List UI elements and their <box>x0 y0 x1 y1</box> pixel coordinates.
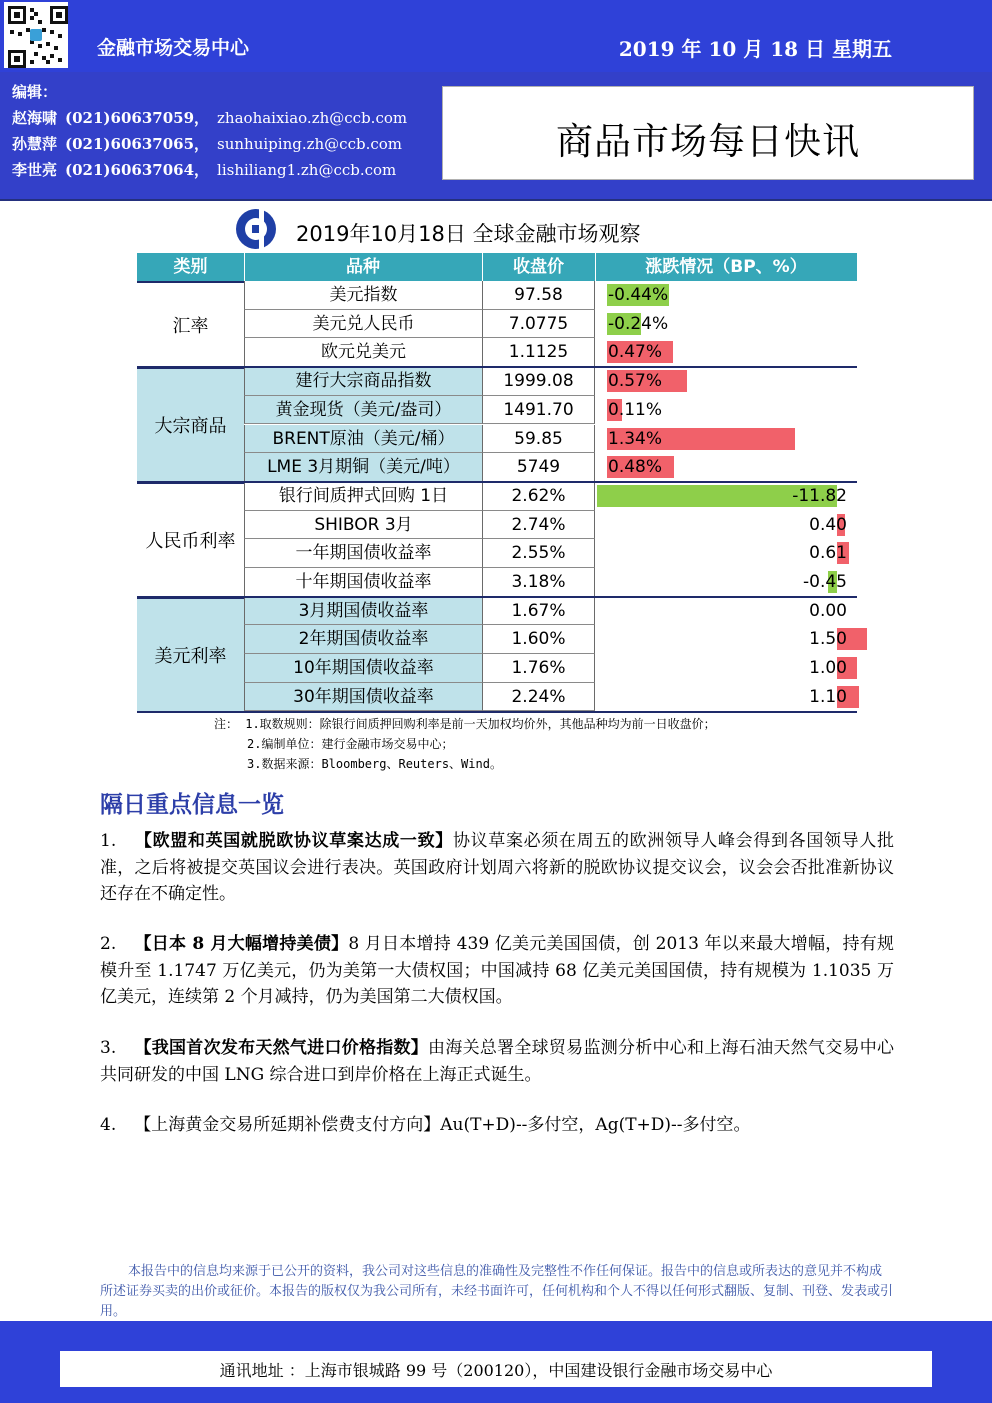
footer-box <box>60 1351 932 1387</box>
change-cell <box>595 654 857 683</box>
disclaimer: 本报告中的信息均来源于已公开的资料，我公司对这些信息的准确性及完整性不作任何保证。报告中的信息或所表达的意见并不构成所述证券买卖的出价或征价。本报告的版权仅为我公司所有，未经书面许可，任何机构和个人不得以任何形式翻版、复制、刊登、发表或引用。 <box>100 1264 894 1319</box>
close-price: 1.1125 <box>482 338 595 367</box>
news-body: 协议草案必须在周五的欧洲领导人峰会得到各国领导人批准，之后将被提交英国议会进行表决。英国政府计划周六将新的脱欧协议提交议会，议会会否批准新协议还存在不确定性。 <box>100 831 895 904</box>
change-cell <box>595 367 857 396</box>
instrument-name: 3月期国债收益率 <box>244 597 482 626</box>
group-divider <box>137 481 857 483</box>
category-cell: 美元利率 <box>137 597 244 712</box>
news-number: 1. <box>100 831 117 851</box>
change-label: -11.82 <box>792 485 847 506</box>
change-label: 0.47% <box>608 342 663 363</box>
editor-name: 李世亮 <box>12 161 58 179</box>
editor-phone: (021)60637065， <box>65 135 210 153</box>
group-divider <box>137 596 857 598</box>
change-label: 0.57% <box>608 371 663 392</box>
news-item <box>100 1112 894 1139</box>
close-price: 1.67% <box>482 597 595 626</box>
editor-phone: (021)60637064， <box>65 161 210 179</box>
change-label: 1.50 <box>809 629 847 650</box>
instrument-name: LME 3月期铜（美元/吨） <box>244 453 482 482</box>
change-cell <box>595 425 857 454</box>
change-cell <box>595 597 857 626</box>
change-label: -0.45 <box>803 572 847 592</box>
news-headline: 【上海黄金交易所延期补偿费支付方向】 <box>134 1115 441 1135</box>
category-cell: 大宗商品 <box>137 367 244 482</box>
change-cell <box>595 453 857 482</box>
change-cell <box>595 482 857 511</box>
change-label: 1.00 <box>809 658 847 679</box>
column-header: 品种 <box>346 257 380 277</box>
change-cell <box>595 625 857 654</box>
editor-email[interactable]: lishiliang1.zh@ccb.com <box>217 161 397 179</box>
instrument-name: BRENT原油（美元/桶） <box>244 425 482 454</box>
close-price: 2.62% <box>482 482 595 511</box>
instrument-name: 建行大宗商品指数 <box>244 367 482 396</box>
note-line: 注： 1.取数规则：除银行间质押回购利率是前一天加权均价外，其他品种均为前一日收盘价； <box>214 717 716 731</box>
instrument-name: 十年期国债收益率 <box>244 568 482 597</box>
change-cell <box>595 511 857 540</box>
close-price: 1.76% <box>482 654 595 683</box>
news-heading: 隔日重点信息一览 <box>100 792 284 818</box>
note-line: 2.编制单位：建行金融市场交易中心； <box>247 737 454 751</box>
category-cell: 人民币利率 <box>137 482 244 597</box>
market-title: 2019年10月18日 全球金融市场观察 <box>296 222 641 246</box>
instrument-name: SHIBOR 3月 <box>244 511 482 540</box>
instrument-name: 黄金现货（美元/盎司） <box>244 396 482 425</box>
instrument-name: 2年期国债收益率 <box>244 625 482 654</box>
instrument-name: 欧元兑美元 <box>244 338 482 367</box>
report-title-box <box>442 86 974 180</box>
editor-row <box>12 133 402 154</box>
close-price: 1999.08 <box>482 367 595 396</box>
editor-name: 赵海啸 <box>12 109 58 127</box>
editor-phone: (021)60637059， <box>65 109 210 127</box>
report-date: 2019 年 10 月 18 日 星期五 <box>618 37 892 61</box>
footer-address: 通讯地址 ：上海市银城路 99 号（200120），中国建设银行金融市场交易中心 <box>219 1361 773 1380</box>
change-label: 1.34% <box>608 428 663 449</box>
change-cell <box>595 568 857 597</box>
close-price: 2.74% <box>482 511 595 540</box>
group-divider <box>137 366 857 368</box>
change-cell <box>595 338 857 367</box>
news-item <box>100 828 894 908</box>
change-label: 0.61 <box>809 543 847 564</box>
editor-email[interactable]: sunhuiping.zh@ccb.com <box>217 135 402 153</box>
org-name: 金融市场交易中心 <box>97 37 250 59</box>
change-cell <box>595 310 857 339</box>
table-bottom-rule <box>137 711 857 713</box>
close-price: 2.24% <box>482 683 595 712</box>
top-bar <box>0 0 992 72</box>
news-body: 由海关总署全球贸易监测分析中心和上海石油天然气交易中心共同研发的中国 LNG 综合进口到岸价格在上海正式诞生。 <box>100 1038 894 1085</box>
editor-email[interactable]: zhaohaixiao.zh@ccb.com <box>217 109 408 127</box>
editor-row <box>12 107 407 128</box>
instrument-name: 美元指数 <box>244 281 482 310</box>
close-price: 59.85 <box>482 425 595 454</box>
news-body: 8 月日本增持 439 亿美元美国国债，创 2013 年以来最大增幅，持有规模升至 1.1747 万亿美元，仍为美第一大债权国；中国减持 68 亿美元美国国债，持有规模为 1.1035 万亿美元，连续第 2 个月减持，仍为美国第二大债权国。 <box>100 934 895 1007</box>
close-price: 2.55% <box>482 539 595 568</box>
change-label: 0.40 <box>809 514 847 535</box>
header-divider <box>0 199 992 201</box>
report-title: 商品市场每日快讯 <box>556 120 860 163</box>
column-header: 收盘价 <box>513 257 564 277</box>
change-label: 0.48% <box>608 457 663 478</box>
close-price: 5749 <box>482 453 595 482</box>
table-header <box>137 253 857 281</box>
news-number: 4. <box>100 1115 117 1135</box>
editor-panel <box>0 72 992 200</box>
news-headline: 【我国首次发布天然气进口价格指数】 <box>134 1038 429 1058</box>
instrument-name: 30年期国债收益率 <box>244 683 482 712</box>
change-cell <box>595 281 857 310</box>
change-label: -0.44% <box>608 285 669 305</box>
change-label: 0.00 <box>809 600 847 621</box>
column-header: 涨跌情况（BP、%） <box>645 257 807 277</box>
close-price: 97.58 <box>482 281 595 310</box>
instrument-name: 10年期国债收益率 <box>244 654 482 683</box>
change-label: -0.24% <box>608 313 669 334</box>
editor-name: 孙慧萍 <box>12 135 58 153</box>
change-label: 1.10 <box>809 686 847 707</box>
news-number: 3. <box>100 1038 117 1058</box>
qr-code-icon[interactable] <box>4 2 68 68</box>
change-cell <box>595 396 857 425</box>
column-header: 类别 <box>173 257 208 277</box>
news-number: 2. <box>100 934 117 954</box>
news-headline: 【欧盟和英国就脱欧协议草案达成一致】 <box>134 831 453 851</box>
instrument-name: 美元兑人民币 <box>244 310 482 339</box>
table-notes <box>214 714 716 774</box>
editor-row <box>12 159 396 180</box>
editors-label: 编辑： <box>12 83 58 101</box>
change-label: 0.11% <box>608 399 663 420</box>
note-line: 3.数据来源：Bloomberg、Reuters、Wind。 <box>247 757 502 771</box>
close-price: 1491.70 <box>482 396 595 425</box>
ccb-logo-icon <box>235 208 277 250</box>
news-headline: 【日本 8 月大幅增持美债】 <box>134 934 349 954</box>
instrument-name: 一年期国债收益率 <box>244 539 482 568</box>
change-cell <box>595 539 857 568</box>
news-body: Au(T+D)--多付空，Ag(T+D)--多付空。 <box>440 1115 751 1135</box>
change-cell <box>595 683 857 712</box>
news-item <box>100 931 894 1011</box>
news-item <box>100 1035 894 1088</box>
category-cell: 汇率 <box>137 281 244 367</box>
close-price: 1.60% <box>482 625 595 654</box>
close-price: 3.18% <box>482 568 595 597</box>
instrument-name: 银行间质押式回购 1日 <box>244 482 482 511</box>
close-price: 7.0775 <box>482 310 595 339</box>
